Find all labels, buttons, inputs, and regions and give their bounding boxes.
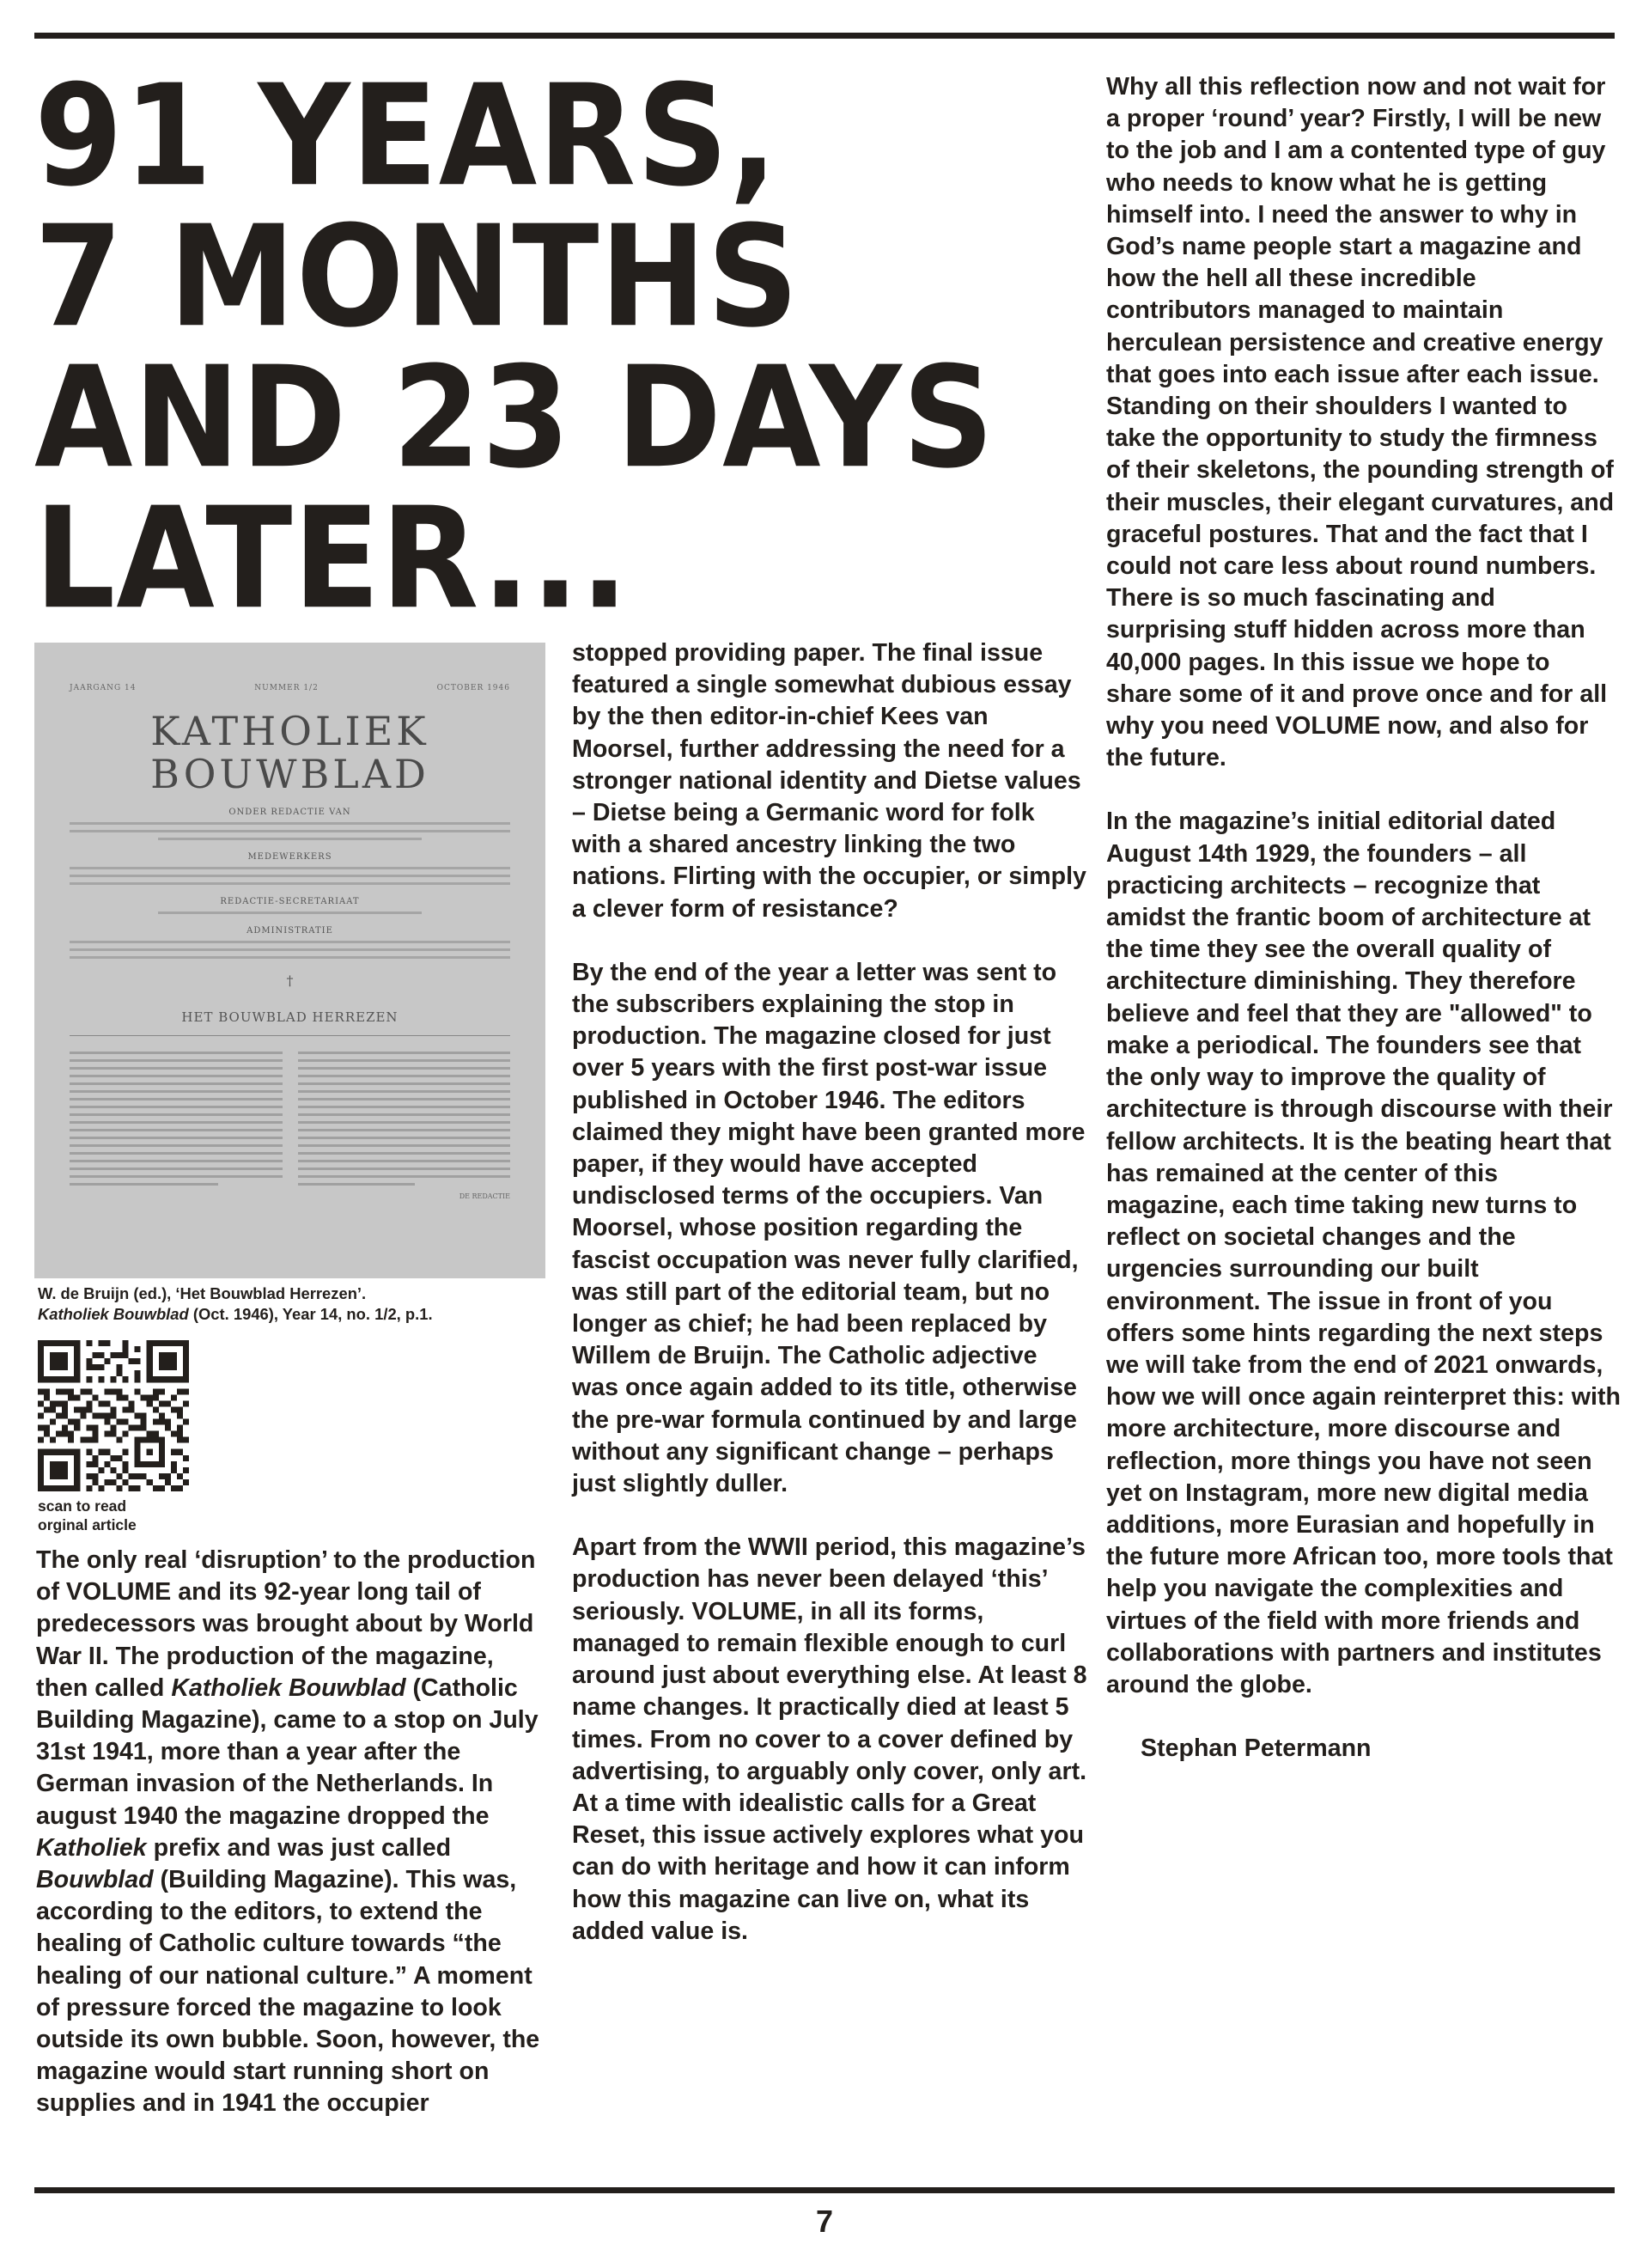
body-column-middle (572, 637, 1087, 1948)
caption-line-2: (Oct. 1946), Year 14, no. 1/2, p.1. (188, 1305, 433, 1323)
scan-volume: JAARGANG 14 (70, 684, 137, 692)
scan-body-column-right (298, 1046, 511, 1186)
middle-paragraph-2: By the end of the year a letter was sent to the subscribers explaining the stop in production. The magazine closed for just over 5 years with the first post-war issue published in October 1946. The editors claimed they might have been granted more paper, if they would have accepted undisclosed terms of the occupiers. Van Moorsel, whose position regarding the fascist occupation was never fully clarified, was still part of the editorial team, but no longer as chief; he had been replaced by Willem de Bruijn. The Catholic adjective was once again added to its title, otherwise the pre-war formula continued by and large without any significant change – perhaps just slightly duller. (572, 958, 1086, 1498)
scan-meta-row (56, 684, 524, 692)
scan-contributors-heading: MEDEWERKERS (247, 852, 332, 862)
scan-masthead (56, 710, 524, 796)
scan-masthead-line-2: BOUWBLAD (150, 751, 429, 797)
scan-editors-text (70, 822, 510, 840)
scan-date: OCTOBER 1946 (436, 684, 510, 692)
body-column-right (1106, 71, 1622, 1765)
scan-divider (70, 1035, 510, 1036)
caption-line-1: W. de Bruijn (ed.), ‘Het Bouwblad Herrezen’. (38, 1284, 367, 1302)
image-caption (38, 1283, 553, 1325)
archival-page-image (34, 643, 545, 1278)
caption-magazine-title: Katholiek Bouwblad (38, 1305, 189, 1323)
scan-administration-heading: ADMINISTRATIE (246, 926, 333, 936)
scan-administration-text (70, 941, 510, 959)
headline-line-4: LATER... (34, 477, 630, 640)
headline (34, 54, 1091, 640)
headline-line-1: 91 YEARS, (34, 54, 779, 217)
qr-caption (38, 1497, 137, 1534)
scan-signoff: DE REDACTIE (459, 1192, 510, 1200)
scan-secretariat-heading: REDACTIE-SECRETARIAAT (220, 897, 360, 906)
bottom-rule (34, 2187, 1615, 2193)
top-rule (34, 33, 1615, 39)
body-column-left (36, 1545, 551, 2120)
right-paragraph-2: In the magazine’s initial editorial dated August 14th 1929, the founders – all practicing architects – recognize that amidst the frantic boom of architecture at the time they see the overall quality of architecture diminishing. They therefore believe and feel that they are "allowed" to make a periodical. The founders see that the only way to improve the quality of architecture is through discourse with their fellow architects. It is the beating heart that has remained at the center of this magazine, each time taking new turns to reflect on societal changes and the urgencies surrounding our built environment. The issue in front of you offers some hints regarding the next steps we will take from the end of 2021 onwards, how we will once again reinterpret this: with more architecture, more discourse and reflection, more things you have not seen yet on Instagram, more new digital media additions, more Eurasian and hopefully in the future more African too, more tools that help you navigate the complexities and virtues of the field with more friends and collaborations with partners and institutes around the globe. (1106, 808, 1621, 1698)
headline-line-2: 7 MONTHS (34, 195, 800, 358)
right-paragraph-1: Why all this reflection now and not wait for a proper ‘round’ year? Firstly, I will be new to the job and I am a contented type of guy who needs to know what he is getting himself into. I need the answer to why in God’s name people start a magazine and how the hell all these incredible contributors managed to maintain herculean persistence and creative energy that goes into each issue after each issue. Standing on their shoulders I wanted to take the opportunity to study the firmness of their skeletons, the pounding strength of their muscles, their elegant curvatures, and graceful postures. That and the fact that I could not care less about round numbers. There is so much fascinating and surprising stuff hidden across more than 40,000 pages. In this issue we hope to share some of it and prove once and for all why you need VOLUME now, and also for the future. (1106, 73, 1615, 772)
left-text-3: prefix and was just called (146, 1833, 452, 1862)
left-italic-katholiek-bouwblad: Katholiek Bouwblad (171, 1674, 406, 1702)
left-text-1: The only real ‘disruption’ to the production of VOLUME and its 92-year long tail of predecessors was brought about by World War II. The production of the magazine, then called (36, 1546, 536, 1702)
qr-code[interactable] (38, 1340, 189, 1491)
scan-editors-heading: ONDER REDACTIE VAN (228, 808, 351, 817)
scan-issue: NUMMER 1/2 (254, 684, 319, 692)
cross-icon: † (286, 972, 294, 989)
left-text-2: (Catholic Building Magazine), came to a stop on July 31st 1941, more than a year after the German invasion of the Netherlands. In august 1940 the magazine dropped the (36, 1674, 539, 1830)
scan-secretariat-text (70, 911, 510, 914)
headline-line-3: AND 23 DAYS (34, 336, 995, 499)
scan-article-body (56, 1046, 524, 1186)
qr-caption-line-2: orginal article (38, 1516, 137, 1533)
scan-body-column-left (70, 1046, 283, 1186)
scan-contributors-text (70, 867, 510, 885)
middle-paragraph-3: Apart from the WWII period, this magazine’s production has never been delayed ‘this’ seriously. VOLUME, in all its forms, managed to remain flexible enough to curl around just about everything else. At least 8 name changes. It practically died at least 5 times. From no cover to a cover defined by advertising, to arguably only cover, only art. At a time with idealistic calls for a Great Reset, this issue actively explores what you can do with heritage and how it can inform how this magazine can live on, what its added value is. (572, 1533, 1087, 1945)
page-number: 7 (815, 2204, 834, 2239)
left-paragraph-1 (36, 1545, 551, 2120)
author-signature: Stephan Petermann (1141, 1735, 1372, 1763)
middle-paragraph-1: stopped providing paper. The final issue featured a single somewhat dubious essay by the then editor-in-chief Kees van Moorsel, further addressing the need for a stronger national identity and Dietse values – Dietse being a Germanic word for folk with a shared ancestry linking the two nations. Flirting with the occupier, or simply a clever form of resistance? (572, 639, 1086, 923)
left-italic-katholiek: Katholiek (36, 1833, 147, 1862)
qr-caption-line-1: scan to read (38, 1497, 127, 1515)
left-text-4: (Building Magazine). This was, according to the editors, to extend the healing of Catholic culture towards “the healing of our national culture.” A moment of pressure forced the magazine to look outside its own bubble. Soon, however, the magazine would start running short on supplies and in 1941 the occupier (36, 1866, 540, 2118)
scan-masthead-line-1: KATHOLIEK (150, 708, 429, 754)
scanned-page (56, 684, 524, 1259)
left-italic-bouwblad: Bouwblad (36, 1866, 154, 1894)
scan-article-title: HET BOUWBLAD HERREZEN (181, 1009, 399, 1025)
